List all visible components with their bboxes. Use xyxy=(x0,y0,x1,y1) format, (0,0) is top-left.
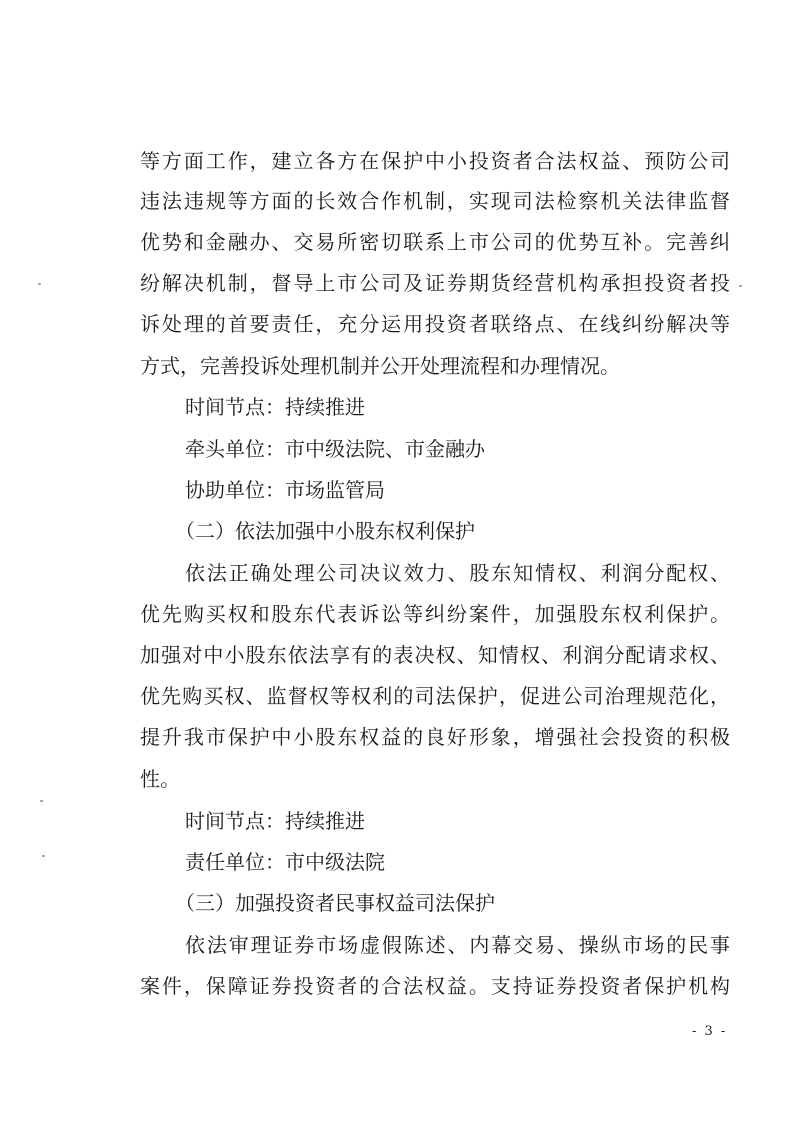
responsible-unit: 责任单位：市中级法院 xyxy=(185,850,385,874)
scan-speck xyxy=(42,855,45,857)
body-line: 优先购买权、监督权等权利的司法保护，促进公司治理规范化， xyxy=(140,684,730,708)
time-node: 时间节点：持续推进 xyxy=(185,809,365,833)
body-line: 提升我市保护中小股东权益的良好形象，增强社会投资的积极 xyxy=(140,725,730,749)
body-line: 方式，完善投诉处理机制并公开处理流程和办理情况。 xyxy=(140,354,620,378)
body-line: 等方面工作，建立各方在保护中小投资者合法权益、预防公司 xyxy=(140,149,730,173)
body-line: 性。 xyxy=(140,767,180,791)
body-line: 优先购买权和股东代表诉讼等纠纷案件，加强股东权利保护。 xyxy=(140,602,730,626)
body-line: 违法违规等方面的长效合作机制，实现司法检察机关法律监督 xyxy=(140,189,730,213)
section-heading: （二）依法加强中小股东权利保护 xyxy=(175,519,475,543)
body-line: 诉处理的首要责任，充分运用投资者联络点、在线纠纷解决等 xyxy=(140,312,730,336)
scan-speck xyxy=(38,283,41,285)
scan-speck xyxy=(40,800,43,802)
time-node: 时间节点：持续推进 xyxy=(185,395,365,419)
lead-unit: 牵头单位：市中级法院、市金融办 xyxy=(185,437,485,461)
body-line: 纷解决机制，督导上市公司及证券期货经营机构承担投资者投 xyxy=(140,271,730,295)
section-heading: （三）加强投资者民事权益司法保护 xyxy=(175,891,495,915)
body-line: 依法正确处理公司决议效力、股东知情权、利润分配权、 xyxy=(185,561,730,585)
body-line: 案件，保障证券投资者的合法权益。支持证券投资者保护机构 xyxy=(140,974,730,998)
scan-speck xyxy=(739,285,742,287)
body-line: 加强对中小股东依法享有的表决权、知情权、利润分配请求权、 xyxy=(140,643,730,667)
assist-unit: 协助单位：市场监管局 xyxy=(185,478,385,502)
page-number: - 3 - xyxy=(692,1024,728,1039)
body-line: 依法审理证券市场虚假陈述、内幕交易、操纵市场的民事 xyxy=(185,933,730,957)
body-line: 优势和金融办、交易所密切联系上市公司的优势互补。完善纠 xyxy=(140,230,730,254)
